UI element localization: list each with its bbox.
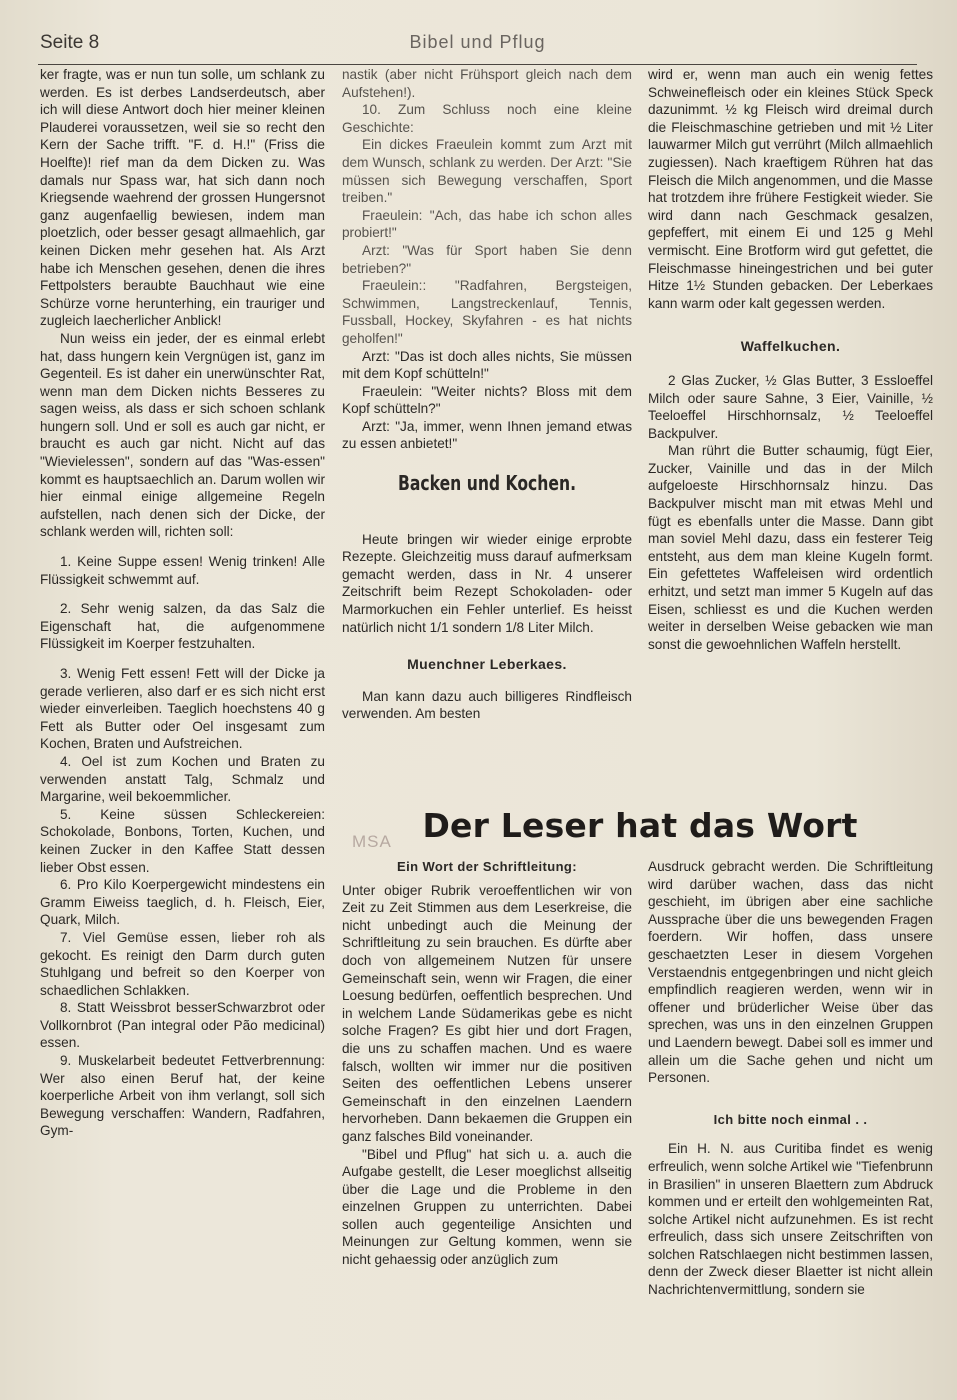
column-middle — [342, 66, 632, 723]
page-header — [38, 30, 917, 65]
rule-item: 2. Sehr wenig salzen, da das Salz die Eigenschaft hat, die aufgenommene Flüssigkeit im Koerper festzuhalten. — [40, 601, 325, 652]
story-line: Fraeulein: "Weiter nichts? Bloss mit dem Kopf schütteln?" — [342, 383, 632, 417]
paragraph: wird er, wenn man auch ein wenig fettes Schweinefleisch oder ein kleines Stück Speck dazunimmt. ½ kg Fleisch wird dreimal durch die Fleischmaschine getrieben und mit ½ Liter lauwarmer Milch gut verrührt (Milch allmaehlich zugiessen). Nach kraeftigem Rühren hat das Fleisch die Milch angenommen, und die Masse hat trotzdem ihre frühere Festigkeit wieder. Sie wird dann nach Geschmack gesalzen, gepfeffert, mit einem Ei und 125 g Mehl vermischt. Eine Brotform wird gut gefettet, die Fleischmasse hineingestrichen und bei guter Hitze 1½ Stunden gebacken. Der Leberkaes kann warm oder kalt gegessen werden. — [648, 67, 933, 311]
running-title: Bibel und Pflug — [409, 32, 546, 52]
paragraph: Unter obiger Rubrik veroeffentlichen wir von Zeit zu Zeit Stimmen aus dem Leserkreise, die nicht unbedingt auch die Meinung der Schriftleitung zu sein brauchen. Es dürfte aber doch von allgemeinem Nutzen für unsere Gemeinschaft sein, wenn wir Fragen, die einer Loesung bedürfen, oeffentlich besprechen. Und in welchem Lande Südamerikas gebe es nicht solche Fragen? Es gibt hier und dort Fragen, die uns zu schaffen machen. Und es waere falsch, wollten wir immer nur die positiven Seiten des oeffentlichen Lebens unserer Gemeinschaft in den einzelnen Laendern hervorheben. Dann bekaemen die Gruppen ein ganz falsches Bild voneinander. — [342, 882, 632, 1144]
story-line: Arzt: "Was für Sport haben Sie denn betrieben?" — [342, 242, 632, 276]
story-line: Arzt: "Das ist doch alles nichts, Sie müssen mit dem Kopf schütteln!" — [342, 348, 632, 382]
subheading: Ein Wort der Schriftleitung: — [397, 859, 577, 874]
column-leser-left — [342, 858, 632, 1269]
paragraph: ker fragte, was er nun tun solle, um schlank zu werden. Es ist derbes Landserdeutsch, aber ich will diese Antwort doch hier meiner kleinen Plauderei voraussetzen, weil sie so recht den Kern der Sache trifft. "F. d. H.!" (Friss die Hoelfte)! rief man da dem Dicken zu. Was damals nur Spass war, hat sich dann noch Kriegsende waehrend der grossen Hungersnot ganz augenfaellig bewiesen, indem man ploetzlich, oder besser gesagt allmaehlich, gar keinen Dicken mehr gesehen hat. Als Arzt habe ich Menschen gesehen, denen die ihres Fettpolsters beraubte Bauchhaut wie eine Schürze vorne herunterhing, ein trauriger und zugleich laecherlicher Anblick! — [40, 67, 325, 329]
recipe-heading: Waffelkuchen. — [740, 338, 841, 355]
paragraph: nastik (aber nicht Frühsport gleich nach dem Aufstehen!). — [342, 67, 632, 100]
paragraph: Man kann dazu auch billigeres Rindfleisch verwenden. Am besten — [342, 688, 632, 722]
story-line: Ein dickes Fraeulein kommt zum Arzt mit dem Wunsch, schlank zu werden. Der Arzt: "Sie müssen sich Bewegung verschaffen, Sport treiben." — [342, 137, 632, 206]
subheading: Ich bitte noch einmal . . — [713, 1111, 868, 1127]
rule-item: 7. Viel Gemüse essen, lieber roh als gekocht. Es reinigt den Darm durch guten Stuhlgang und befreit so den Koerper von schaedlichen Schlakken. — [40, 929, 325, 998]
column-leser-right — [648, 858, 933, 1299]
ingredients: 2 Glas Zucker, ½ Glas Butter, 3 Essloeffel Milch oder saure Sahne, 3 Eier, Vainille, ½ Teeloeffel Hirschhornsalz, ½ Teeloeffel Backpulver. — [648, 372, 933, 441]
rule-item: 8. Statt Weissbrot besserSchwarzbrot oder Vollkornbrot (Pan integral oder Pão medicinal) essen. — [40, 1000, 325, 1051]
paragraph: Heute bringen wir wieder einige erprobte Rezepte. Gleichzeitig muss darauf aufmerksam gemacht werden, dass in Nr. 4 unserer Zeitschrift beim Rezept Schokoladen- oder Marmorkuchen ein Fehler unterlief. Es heisst natürlich nicht 1/1 sondern 1/8 Liter Milch. — [342, 531, 632, 635]
story-line: Fraeulein:: "Radfahren, Bergsteigen, Schwimmen, Langstreckenlauf, Tennis, Fussball, Hockey, Skyfahren - es hat nichts geholfen!" — [342, 278, 632, 346]
rule-item: 3. Wenig Fett essen! Fett will der Dicke ja gerade verlieren, also darf er es sich nicht erst wieder einverleiben. Taeglich hoechstens 40 g Fett als Butter oder Oel insgesamt zum Kochen, Braten und Aufstreichen. — [40, 666, 325, 752]
rule-item: 4. Oel ist zum Kochen und Braten zu verwenden anstatt Talg, Schmalz und Margarine, weil bekoemmlicher. — [40, 753, 325, 805]
rule-item: 5. Keine süssen Schleckereien: Schokolade, Bonbons, Torten, Kuchen, und keinen Zucker in den Kaffee Statt dessen lieber Obst essen. — [40, 806, 325, 875]
paragraph: Ausdruck gebracht werden. Die Schriftleitung wird darüber wachen, dass das nicht geschieht, im übrigen aber eine sachliche Aussprache über die uns bewegenden Fragen foerdern. Wir hoffen, dass unsere geschaetzten Leser in diesem Vorgehen Verstaendnis entgegenbringen und nicht gleich empfindlich reagieren werden, wenn wir in offener und brüderlicher Weise über das sprechen, was uns in den einzelnen Gruppen und Laendern bewegt. Dabei soll es immer und allein um die Sache gehen und nicht um Personen. — [648, 859, 933, 1086]
column-right — [648, 66, 933, 653]
rule-item: 9. Muskelarbeit bedeutet Fettverbrennung: Wer also einen Beruf hat, der keine koerperliche Arbeit von ihm verlangt, soll sich Bewegung verschaffen: Wandern, Radfahren, Gym- — [40, 1053, 325, 1139]
column-left — [40, 66, 325, 1140]
section-heading: Backen und Kochen. — [397, 471, 577, 496]
story-line: Fraeulein: "Ach, das habe ich schon alles probiert!" — [342, 207, 632, 241]
story-line: Arzt: "Ja, immer, wenn Ihnen jemand etwas zu essen anbietet!" — [342, 418, 632, 452]
page-number: Seite 8 — [40, 32, 100, 53]
recipe-heading: Muenchner Leberkaes. — [407, 656, 567, 673]
story-line: 10. Zum Schluss noch eine kleine Geschichte: — [342, 102, 632, 135]
paragraph: Nun weiss ein jeder, der es einmal erlebt hat, dass hungern kein Vergnügen ist, ganz im Gegenteil. Es ist daher ein unerwünschter Rat, wenn man dem Dicken nichts Besseres zu sagen weiss, als dass er sich schoen schlank hungern soll. Und er soll es auch gar nicht, er braucht es auch gar nicht. Nicht auf das "Wievielessen", sondern auf das "Was-essen" kommt es hauptsaechlich an. Darum wollen wir hier einmal einige allgemeine Regeln aufstellen, nach denen sich der Dicke, der schlank werden will, richten soll: — [40, 330, 325, 540]
stamp-mark: MSA — [352, 832, 392, 851]
rule-item: 1. Keine Suppe essen! Wenig trinken! Alle Flüssigkeit schwemmt auf. — [40, 554, 325, 587]
section-heading-leser: Der Leser hat das Wort — [422, 806, 858, 845]
paragraph: Ein H. N. aus Curitiba findet es wenig erfreulich, wenn solche Artikel wie "Tiefenbrunn in Brasilien" in unseren Blaettern zum Abdruck kommen und er erteilt den wohlgemeinten Rat, solche Artikel nicht aufzunehmen. Es ist recht erfreulich, dass sich unsere Zeitschriften von solchen Ratschlaegen nicht bestimmen lassen, denn der Zweck dieser Blaetter ist nicht allein Nachrichtenvermittlung, sondern sie — [648, 1141, 933, 1298]
paragraph: "Bibel und Pflug" hat sich u. a. auch die Aufgabe gestellt, die Leser moeglichst allseitig über die Lage und die Probleme in den einzelnen Gruppen zu unterrichten. Dabei sollen auch gegenteilige Ansichten und Meinungen zur Geltung kommen, wenn sie nicht gehaessig oder anzüglich zum — [342, 1146, 632, 1268]
rule-item: 6. Pro Kilo Koerpergewicht mindestens ein Gramm Eiweiss taeglich, d. h. Fleisch, Eier, Quark, Milch. — [40, 877, 325, 928]
paragraph: Man rührt die Butter schaumig, fügt Eier, Zucker, Vainille und das in der Milch aufgeloeste Hirschhornsalz hinzu. Das Backpulver mischt man mit etwas Mehl und fügt es ebenfalls unter die Masse. Dann gibt man soviel Mehl dazu, dass ein festerer Teig entsteht, aus dem man kleine Kugeln formt. Ein gefettetes Waffeleisen wird ordentlich erhitzt, und setzt man immer 5 Kugeln auf das Eisen, schliesst es und die Kuchen werden weiter in derselben Weise gebacken wie man sonst die gewoehnlichen Waffeln herstellt. — [648, 443, 933, 652]
